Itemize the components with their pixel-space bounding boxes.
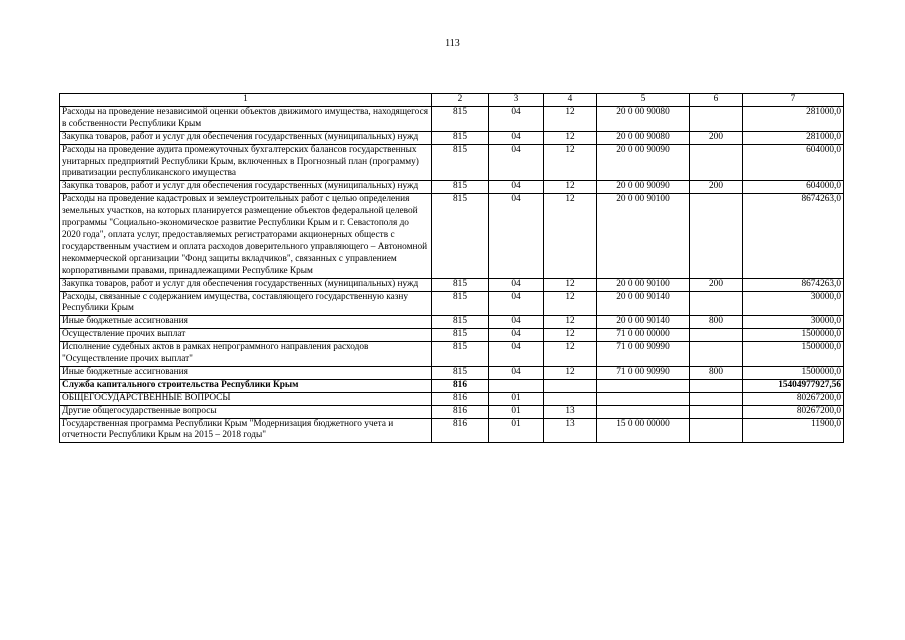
budget-table — [59, 93, 844, 443]
expense-type-cell — [690, 405, 743, 418]
amount-cell: 80267200,0 — [743, 392, 844, 405]
header-cell: 4 — [544, 94, 597, 107]
section-code-cell: 04 — [489, 106, 544, 131]
amount-cell: 8674263,0 — [743, 194, 844, 278]
table-row — [60, 291, 844, 316]
section-code-cell: 04 — [489, 291, 544, 316]
section-code-cell: 04 — [489, 366, 544, 379]
subsection-code-cell — [544, 392, 597, 405]
department-code-cell: 816 — [432, 405, 489, 418]
subsection-code-cell: 12 — [544, 181, 597, 194]
target-article-cell — [597, 405, 690, 418]
expense-name-cell: Закупка товаров, работ и услуг для обеспечения государственных (муниципальных) нужд — [60, 181, 432, 194]
target-article-cell: 15 0 00 00000 — [597, 418, 690, 443]
department-code-cell: 815 — [432, 144, 489, 181]
expense-name-cell: Служба капитального строительства Республики Крым — [60, 379, 432, 392]
target-article-cell — [597, 379, 690, 392]
section-code-cell: 04 — [489, 342, 544, 367]
department-code-cell: 815 — [432, 316, 489, 329]
target-article-cell: 20 0 00 90140 — [597, 291, 690, 316]
table-row — [60, 366, 844, 379]
amount-cell: 15404977927,56 — [743, 379, 844, 392]
header-cell: 1 — [60, 94, 432, 107]
target-article-cell: 71 0 00 00000 — [597, 329, 690, 342]
subsection-code-cell: 12 — [544, 131, 597, 144]
target-article-cell: 20 0 00 90080 — [597, 131, 690, 144]
department-code-cell: 816 — [432, 392, 489, 405]
subsection-code-cell: 12 — [544, 342, 597, 367]
table-row — [60, 181, 844, 194]
section-code-cell: 04 — [489, 329, 544, 342]
expense-type-cell: 200 — [690, 131, 743, 144]
subsection-code-cell: 12 — [544, 316, 597, 329]
amount-cell: 11900,0 — [743, 418, 844, 443]
target-article-cell: 71 0 00 90990 — [597, 342, 690, 367]
expense-type-cell: 800 — [690, 366, 743, 379]
expense-type-cell — [690, 392, 743, 405]
amount-cell: 1500000,0 — [743, 342, 844, 367]
amount-cell: 30000,0 — [743, 291, 844, 316]
subsection-code-cell: 12 — [544, 106, 597, 131]
expense-name-cell: Другие общегосударственные вопросы — [60, 405, 432, 418]
department-code-cell: 815 — [432, 366, 489, 379]
expense-name-cell: Государственная программа Республики Крым "Модернизация бюджетного учета и отчетности Республики Крым на 2015 – 2018 годы" — [60, 418, 432, 443]
subsection-code-cell: 12 — [544, 144, 597, 181]
amount-cell: 604000,0 — [743, 181, 844, 194]
header-cell: 6 — [690, 94, 743, 107]
amount-cell: 1500000,0 — [743, 329, 844, 342]
table-row — [60, 379, 844, 392]
expense-name-cell: Закупка товаров, работ и услуг для обеспечения государственных (муниципальных) нужд — [60, 131, 432, 144]
subsection-code-cell — [544, 379, 597, 392]
department-code-cell: 815 — [432, 278, 489, 291]
expense-name-cell: Расходы на проведение аудита промежуточных бухгалтерских балансов государственных унитарных предприятий Республики Крым, включенных в Прогнозный план (программу) приватизации республиканского имущества — [60, 144, 432, 181]
subsection-code-cell: 12 — [544, 366, 597, 379]
target-article-cell: 20 0 00 90140 — [597, 316, 690, 329]
department-code-cell: 815 — [432, 342, 489, 367]
subsection-code-cell: 12 — [544, 291, 597, 316]
header-cell: 5 — [597, 94, 690, 107]
expense-type-cell: 800 — [690, 316, 743, 329]
table-row — [60, 316, 844, 329]
expense-name-cell: Осуществление прочих выплат — [60, 329, 432, 342]
section-code-cell: 04 — [489, 278, 544, 291]
expense-type-cell — [690, 291, 743, 316]
target-article-cell: 20 0 00 90090 — [597, 181, 690, 194]
expense-type-cell: 200 — [690, 181, 743, 194]
table-row — [60, 106, 844, 131]
expense-type-cell — [690, 418, 743, 443]
expense-type-cell — [690, 329, 743, 342]
section-code-cell: 04 — [489, 194, 544, 278]
header-cell: 3 — [489, 94, 544, 107]
department-code-cell: 816 — [432, 379, 489, 392]
expense-type-cell — [690, 144, 743, 181]
expense-name-cell: Исполнение судебных актов в рамках непрограммного направления расходов "Осуществление прочих выплат" — [60, 342, 432, 367]
section-code-cell: 04 — [489, 181, 544, 194]
section-code-cell: 04 — [489, 131, 544, 144]
department-code-cell: 815 — [432, 291, 489, 316]
amount-cell: 604000,0 — [743, 144, 844, 181]
department-code-cell: 815 — [432, 181, 489, 194]
target-article-cell — [597, 392, 690, 405]
section-code-cell: 01 — [489, 418, 544, 443]
table-row — [60, 418, 844, 443]
amount-cell: 1500000,0 — [743, 366, 844, 379]
section-code-cell: 01 — [489, 405, 544, 418]
table-row — [60, 144, 844, 181]
expense-name-cell: Иные бюджетные ассигнования — [60, 316, 432, 329]
amount-cell: 80267200,0 — [743, 405, 844, 418]
table-row — [60, 131, 844, 144]
header-cell: 7 — [743, 94, 844, 107]
amount-cell: 30000,0 — [743, 316, 844, 329]
expense-name-cell: Расходы на проведение независимой оценки объектов движимого имущества, находящегося в собственности Республики Крым — [60, 106, 432, 131]
target-article-cell: 20 0 00 90100 — [597, 194, 690, 278]
amount-cell: 281000,0 — [743, 106, 844, 131]
table-row — [60, 405, 844, 418]
section-code-cell: 04 — [489, 144, 544, 181]
subsection-code-cell: 13 — [544, 405, 597, 418]
department-code-cell: 815 — [432, 329, 489, 342]
expense-name-cell: Расходы, связанные с содержанием имущества, составляющего государственную казну Республики Крым — [60, 291, 432, 316]
table-row — [60, 278, 844, 291]
expense-name-cell: Закупка товаров, работ и услуг для обеспечения государственных (муниципальных) нужд — [60, 278, 432, 291]
subsection-code-cell: 12 — [544, 194, 597, 278]
header-cell: 2 — [432, 94, 489, 107]
expense-type-cell — [690, 106, 743, 131]
expense-type-cell: 200 — [690, 278, 743, 291]
section-code-cell — [489, 379, 544, 392]
table-row — [60, 329, 844, 342]
target-article-cell: 71 0 00 90990 — [597, 366, 690, 379]
expense-name-cell: Иные бюджетные ассигнования — [60, 366, 432, 379]
subsection-code-cell: 13 — [544, 418, 597, 443]
header-row — [60, 94, 844, 107]
amount-cell: 8674263,0 — [743, 278, 844, 291]
target-article-cell: 20 0 00 90100 — [597, 278, 690, 291]
section-code-cell: 04 — [489, 316, 544, 329]
department-code-cell: 816 — [432, 418, 489, 443]
target-article-cell: 20 0 00 90090 — [597, 144, 690, 181]
expense-type-cell — [690, 194, 743, 278]
table-row — [60, 392, 844, 405]
department-code-cell: 815 — [432, 131, 489, 144]
target-article-cell: 20 0 00 90080 — [597, 106, 690, 131]
expense-type-cell — [690, 342, 743, 367]
section-code-cell: 01 — [489, 392, 544, 405]
expense-name-cell: ОБЩЕГОСУДАРСТВЕННЫЕ ВОПРОСЫ — [60, 392, 432, 405]
expense-name-cell: Расходы на проведение кадастровых и землеустроительных работ с целью определения земельных участков, на которых планируется размещение объектов федеральной целевой программы "Социально-экономическое развитие Республики Крым и г. Севастополя до 2020 года", оплата услуг, предоставляемых регистраторами акционерных обществ с государственным участием и оплата расходов доверительного управляющего – Автономной некоммерческой организации "Фонд защиты вкладчиков", связанных с управлением корпоративными правами, принадлежащими Республике Крым — [60, 194, 432, 278]
page-number: 113 — [445, 38, 460, 49]
amount-cell: 281000,0 — [743, 131, 844, 144]
table-row — [60, 342, 844, 367]
department-code-cell: 815 — [432, 194, 489, 278]
table-row — [60, 194, 844, 278]
subsection-code-cell: 12 — [544, 278, 597, 291]
subsection-code-cell: 12 — [544, 329, 597, 342]
expense-type-cell — [690, 379, 743, 392]
department-code-cell: 815 — [432, 106, 489, 131]
